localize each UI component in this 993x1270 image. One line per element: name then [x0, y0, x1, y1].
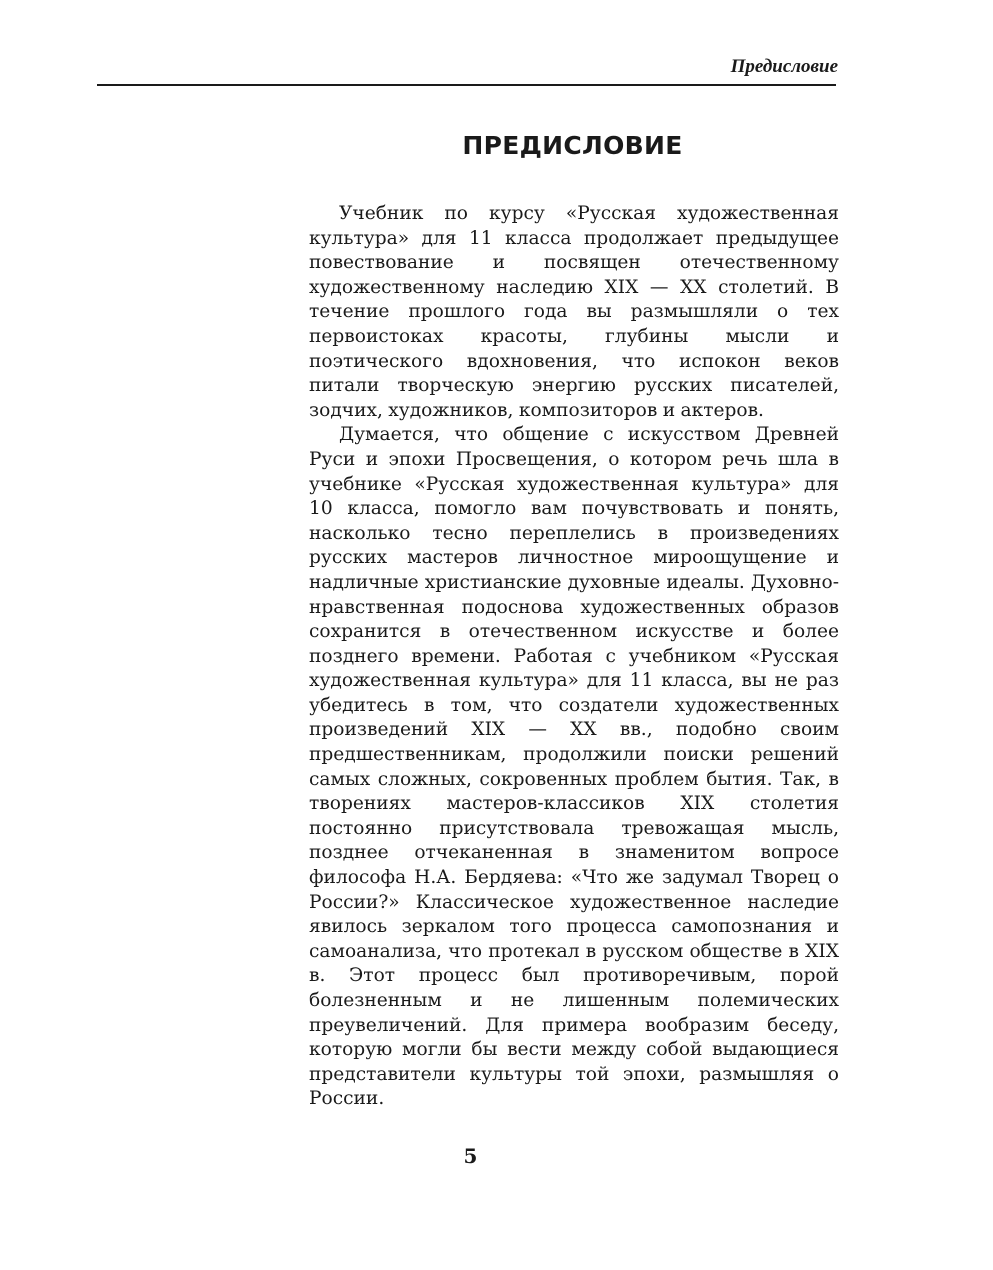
running-header-title: Предисловие [730, 56, 838, 77]
chapter-title: ПРЕДИСЛОВИЕ [462, 131, 683, 160]
paragraph-1: Учебник по курсу «Русская художественная культура» для 11 класса продолжает предыдущее повествование и посвящен отечественному художественному наследию XIX — XX столетий. В течение прошлого года вы размышляли о тех первоистоках красоты, глубины мысли и поэтического вдохновения, что испокон веков питали творческую энергию русских писателей, зодчих, художников, композиторов и актеров. [309, 203, 839, 421]
body-text [309, 202, 839, 1112]
header-divider [97, 84, 836, 86]
paragraph-2: Думается, что общение с искусством Древней Руси и эпохи Просвещения, о котором речь шла в учебнике «Русская художественная культура» для 10 класса, помогло вам почувствовать и понять, насколько тесно переплелись в произведениях русских мастеров личностное мироощущение и надличные христианские духовные идеалы. Духовно-нравственная подоснова художественных образов сохранится в отечественном искусстве и более позднего времени. Работая с учебником «Русская художественная культура» для 11 класса, вы не раз убедитесь в том, что создатели художественных произведений XIX — XX вв., подобно своим предшественникам, продолжили поиски решений самых сложных, сокровенных проблем бытия. Так, в творениях мастеров-классиков XIX столетия постоянно присутствовала тревожащая мысль, позднее отчеканенная в знаменитом вопросе философа Н.А. Бердяева: «Что же задумал Творец о России?» Классическое художественное наследие явилось зеркалом того процесса самопознания и самоанализа, что протекал в русском обществе в XIX в. Этот процесс был противоречивым, порой болезненным и не лишенным полемических преувеличений. Для примера вообразим беседу, которую могли бы вести между собой выдающиеся представители культуры той эпохи, размышляя о России. [309, 424, 839, 1110]
page-number: 5 [463, 1144, 478, 1168]
